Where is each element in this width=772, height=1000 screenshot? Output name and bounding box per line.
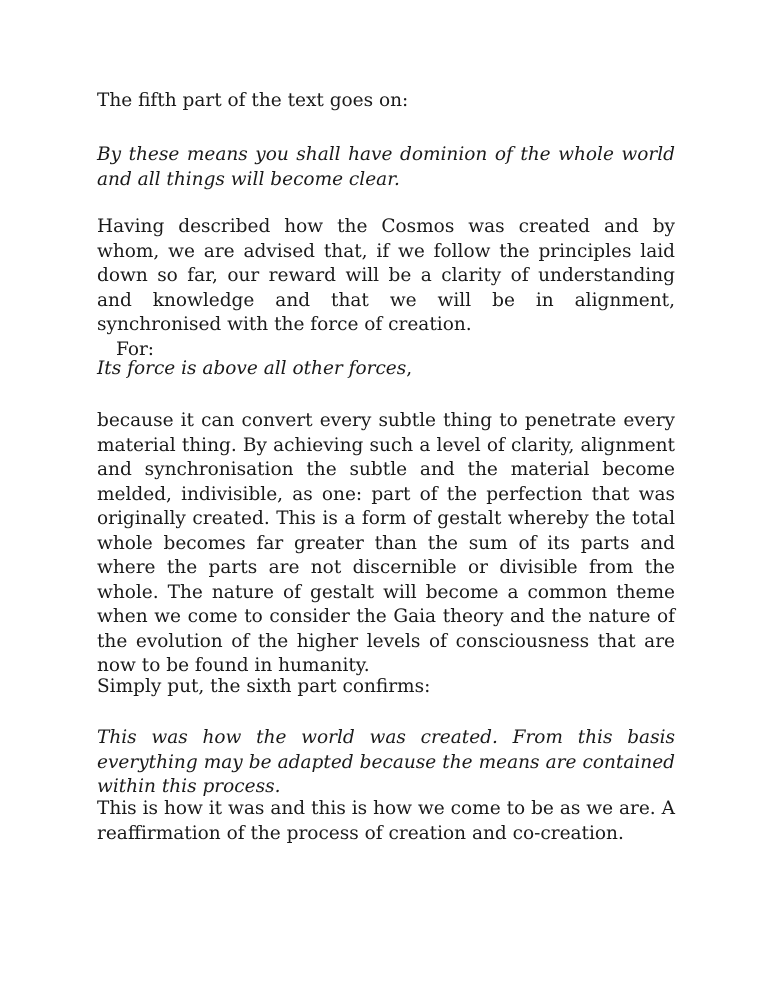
quote-force	[97, 357, 675, 382]
quote-force-punctuation: ,	[406, 358, 413, 379]
paragraph-closing: This is how it was and this is how we come to be as we are. A reaffirmation of the process of creation and co-creation.	[97, 798, 675, 844]
intro-fifth-part: The fifth part of the text goes on:	[97, 90, 409, 111]
paragraph-cosmos-group	[97, 215, 675, 362]
quote-sixth-part: This was how the world was created. From this basis everything may be adapted because the means are contained within this process.	[97, 727, 675, 797]
paragraph-gestalt: because it can convert every subtle thing to penetrate every material thing. By achieving such a level of clarity, alignment and synchronisation the subtle and the material become melded, indivisible, as one: part of the perfection that was originally created. This is a form of gestalt whereby the total whole becomes far greater than the sum of its parts and where the parts are not discernible or divisible from the whole. The nature of gestalt will become a common theme when we come to consider the Gaia theory and the nature of the evolution of the higher levels of consciousness that are now to be found in humanity.	[97, 410, 675, 676]
quote-force-text: Its force is above all other forces	[97, 358, 407, 379]
intro-sixth-part: Simply put, the sixth part confirms:	[97, 676, 431, 697]
paragraph-cosmos: Having described how the Cosmos was created and by whom, we are advised that, if we follow the principles laid down so far, our reward will be a clarity of understanding and knowledge and that we will be in alignment, synchronised with the force of creation.	[97, 216, 675, 335]
paragraph-for: For:	[116, 338, 155, 360]
quote-fifth-part: By these means you shall have dominion of the whole world and all things will become clear.	[97, 144, 675, 190]
